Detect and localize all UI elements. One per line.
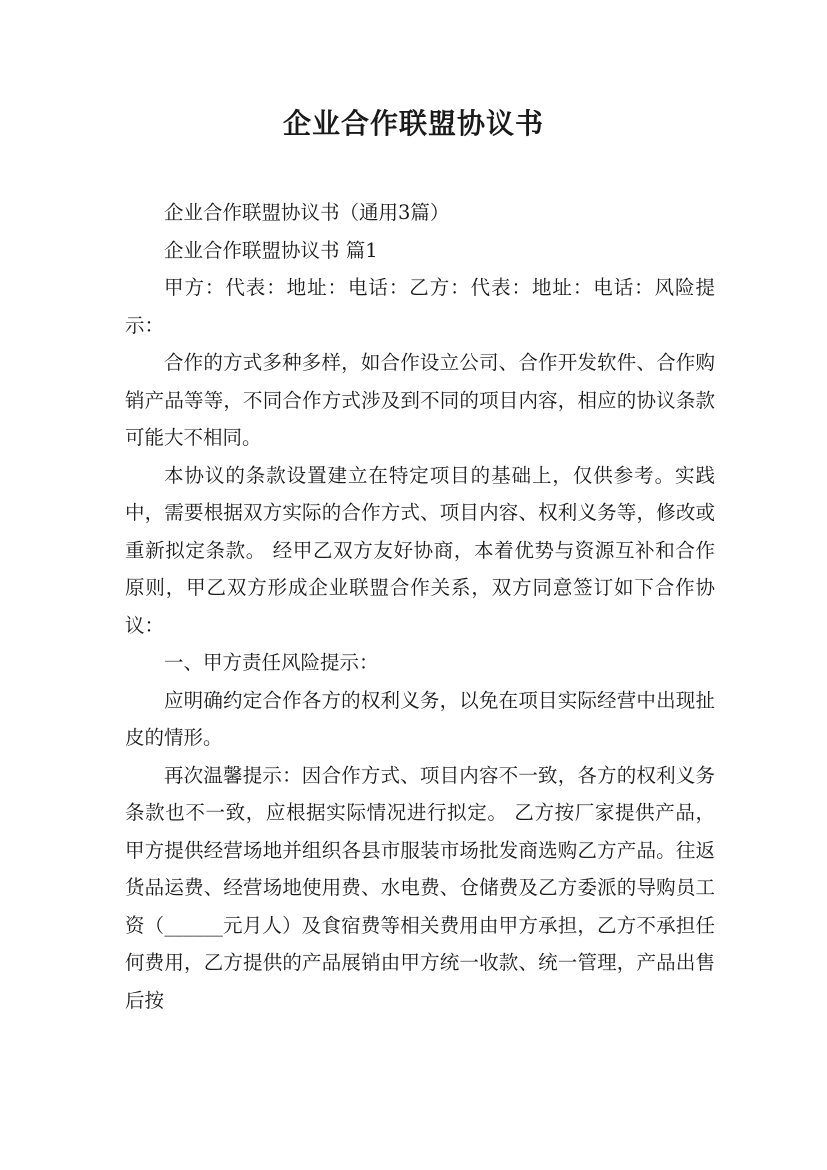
paragraph-section-heading: 企业合作联盟协议书 篇1 bbox=[164, 238, 378, 262]
paragraph-reminder: 再次温馨提示：因合作方式、项目内容不一致，各方的权利义务条款也不一致，应根据实际情况进行拟定。 乙方按厂家提供产品，甲方提供经营场地并组织各县市服装市场批发商选购乙方产品。往返货品运费、经营场地使用费、水电费、仓储费及乙方委派的导购员工资（______元月人）及食宿费等相关费用由甲方承担，乙方不承担任何费用，乙方提供的产品展销由甲方统一收款、统一管理，产品出售后按 bbox=[125, 763, 715, 1012]
paragraph-cooperation-methods: 合作的方式多种多样，如合作设立公司、合作开发软件、合作购销产品等等，不同合作方式涉及到不同的项目内容，相应的协议条款可能大不相同。 bbox=[125, 351, 715, 449]
paragraph-rights-obligations: 应明确约定合作各方的权利义务，以免在项目实际经营中出现扯皮的情形。 bbox=[125, 688, 715, 749]
paragraph-party-a-heading: 一、甲方责任风险提示： bbox=[164, 651, 379, 674]
document-body bbox=[125, 194, 715, 1019]
paragraph-agreement-basis: 本协议的条款设置建立在特定项目的基础上，仅供参考。实践中，需要根据双方实际的合作方式、项目内容、权利义务等，修改或重新拟定条款。 经甲乙双方友好协商，本着优势与资源互补和合作原则，甲乙双方形成企业联盟合作关系，双方同意签订如下合作协议： bbox=[125, 463, 715, 637]
document-title: 企业合作联盟协议书 bbox=[282, 107, 544, 140]
paragraph-subtitle: 企业合作联盟协议书（通用3篇） bbox=[164, 201, 450, 224]
paragraph-parties: 甲方：代表：地址：电话：乙方：代表：地址：电话：风险提示： bbox=[125, 276, 715, 337]
